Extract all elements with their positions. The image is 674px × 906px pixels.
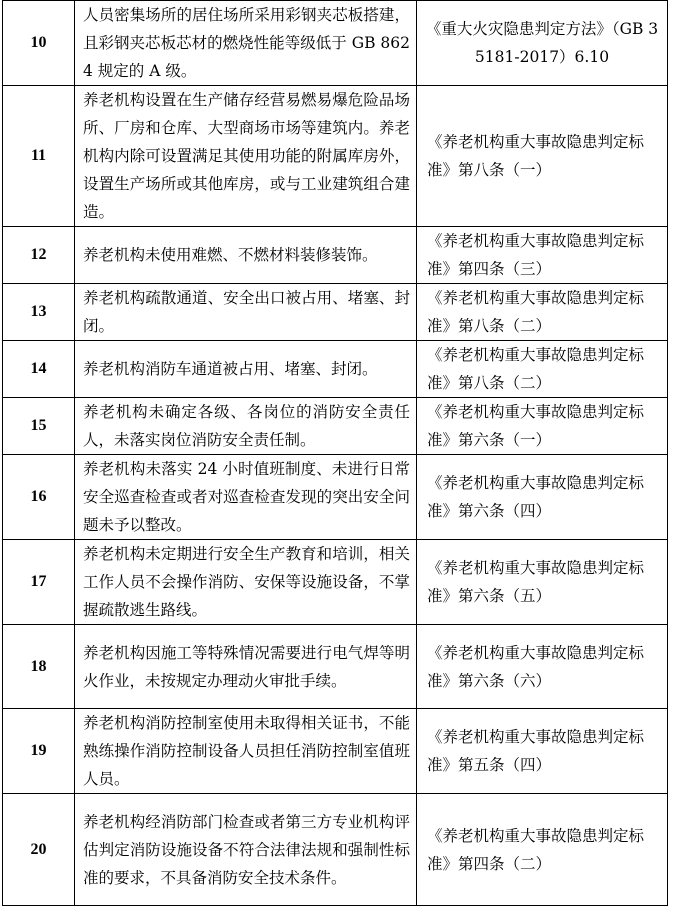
hazard-description: 养老机构未落实 24 小时值班制度、未进行日常安全巡查检查或者对巡查检查发现的突出安全问题未予以整改。	[75, 455, 417, 540]
row-number: 14	[3, 341, 75, 398]
basis-reference: 《养老机构重大事故隐患判定标准》第六条（六）	[417, 625, 668, 709]
basis-reference: 《养老机构重大事故隐患判定标准》第六条（一）	[417, 398, 668, 455]
basis-reference: 《养老机构重大事故隐患判定标准》第六条（四）	[417, 455, 668, 540]
row-number: 16	[3, 455, 75, 540]
table-row	[3, 794, 668, 906]
table-row	[3, 455, 668, 540]
row-number: 12	[3, 227, 75, 284]
table-row	[3, 625, 668, 709]
table-row	[3, 1, 668, 86]
table-row	[3, 398, 668, 455]
hazard-table	[2, 0, 668, 906]
hazard-description: 养老机构设置在生产储存经营易燃易爆危险品场所、厂房和仓库、大型商场市场等建筑内。养老机构内除可设置满足其使用功能的附属库房外，设置生产场所或其他库房，或与工业建筑组合建造。	[75, 86, 417, 227]
basis-reference: 《养老机构重大事故隐患判定标准》第八条（二）	[417, 341, 668, 398]
basis-reference: 《养老机构重大事故隐患判定标准》第六条（五）	[417, 540, 668, 625]
row-number: 17	[3, 540, 75, 625]
row-number: 10	[3, 1, 75, 86]
hazard-description: 养老机构消防控制室使用未取得相关证书，不能熟练操作消防控制设备人员担任消防控制室值班人员。	[75, 709, 417, 794]
hazard-description: 养老机构未使用难燃、不燃材料装修装饰。	[75, 227, 417, 284]
row-number: 13	[3, 284, 75, 341]
table-row	[3, 341, 668, 398]
row-number: 15	[3, 398, 75, 455]
basis-reference: 《养老机构重大事故隐患判定标准》第四条（三）	[417, 227, 668, 284]
basis-reference: 《重大火灾隐患判定方法》（GB 35181-2017）6.10	[417, 1, 668, 86]
hazard-description: 养老机构消防车通道被占用、堵塞、封闭。	[75, 341, 417, 398]
table-row	[3, 227, 668, 284]
hazard-description: 养老机构未确定各级、各岗位的消防安全责任人，未落实岗位消防安全责任制。	[75, 398, 417, 455]
table-row	[3, 86, 668, 227]
basis-reference: 《养老机构重大事故隐患判定标准》第五条（四）	[417, 709, 668, 794]
basis-reference: 《养老机构重大事故隐患判定标准》第八条（二）	[417, 284, 668, 341]
hazard-description: 养老机构疏散通道、安全出口被占用、堵塞、封闭。	[75, 284, 417, 341]
row-number: 20	[3, 794, 75, 906]
row-number: 19	[3, 709, 75, 794]
row-number: 18	[3, 625, 75, 709]
table-row	[3, 284, 668, 341]
hazard-description: 养老机构经消防部门检查或者第三方专业机构评估判定消防设施设备不符合法律法规和强制性标准的要求，不具备消防安全技术条件。	[75, 794, 417, 906]
hazard-description: 养老机构因施工等特殊情况需要进行电气焊等明火作业，未按规定办理动火审批手续。	[75, 625, 417, 709]
hazard-description: 养老机构未定期进行安全生产教育和培训，相关工作人员不会操作消防、安保等设施设备，不掌握疏散逃生路线。	[75, 540, 417, 625]
table-row	[3, 709, 668, 794]
row-number: 11	[3, 86, 75, 227]
basis-reference: 《养老机构重大事故隐患判定标准》第四条（二）	[417, 794, 668, 906]
hazard-description: 人员密集场所的居住场所采用彩钢夹芯板搭建，且彩钢夹芯板芯材的燃烧性能等级低于 GB 8624 规定的 A 级。	[75, 1, 417, 86]
basis-reference: 《养老机构重大事故隐患判定标准》第八条（一）	[417, 86, 668, 227]
table-row	[3, 540, 668, 625]
